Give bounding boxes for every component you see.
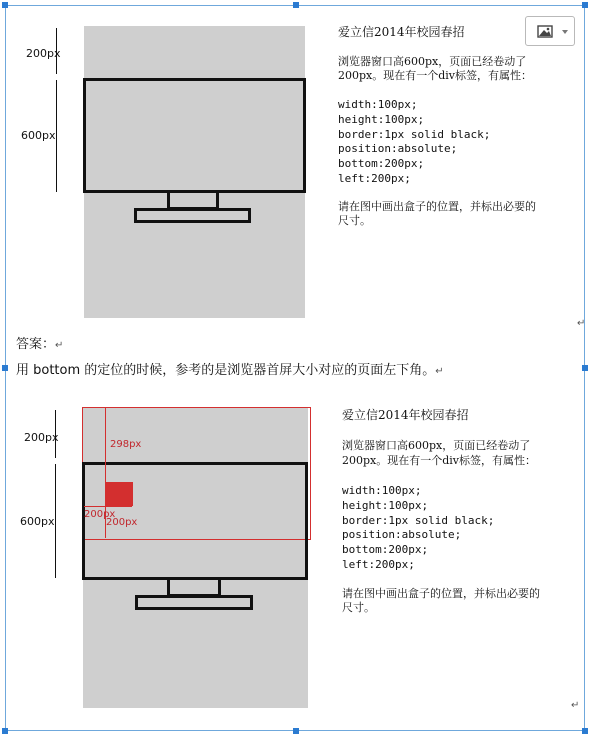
paragraph-mark: ↵ <box>577 318 586 329</box>
image-layout-button[interactable] <box>525 16 575 46</box>
answer-text: 用 bottom 的定位的时候，参考的是浏览器首屏大小对应的页面左下角。↵ <box>16 363 444 378</box>
mark-200px-bottom: 200px <box>106 517 138 528</box>
property-height: height:100px; <box>338 113 425 126</box>
resize-handle-top[interactable] <box>293 2 299 8</box>
positioned-box <box>106 482 133 506</box>
question-desc-2-1: 浏览器窗口高600px，页面已经卷动了 <box>342 439 531 452</box>
red-horizontal-guide <box>84 506 132 507</box>
resize-handle-bottom-left[interactable] <box>2 728 8 734</box>
caret-down-icon <box>562 30 568 34</box>
label-200px: 200px <box>26 47 61 60</box>
dimension-line-600-2 <box>55 464 56 578</box>
mark-298px: 298px <box>110 439 142 450</box>
task-line-2: 尺寸。 <box>338 214 371 227</box>
property-width: width:100px; <box>338 98 418 111</box>
property-left: left:200px; <box>338 172 411 185</box>
image-icon <box>526 17 576 47</box>
question-desc-2: 200px。现在有一个div标签，有属性： <box>338 69 533 82</box>
resize-handle-top-left[interactable] <box>2 2 8 8</box>
question-title-2: 爱立信2014年校园春招 <box>342 408 469 422</box>
property-left-2: left:200px; <box>342 558 415 571</box>
property-position: position:absolute; <box>338 142 458 155</box>
resize-handle-left[interactable] <box>2 365 8 371</box>
question-desc-1: 浏览器窗口高600px，页面已经卷动了 <box>338 55 527 68</box>
property-width-2: width:100px; <box>342 484 422 497</box>
label-600px: 600px <box>21 129 56 142</box>
property-border: border:1px solid black; <box>338 128 491 141</box>
task-line-1: 请在图中画出盒子的位置，并标出必要的 <box>338 200 536 213</box>
question-desc-2-2: 200px。现在有一个div标签，有属性： <box>342 454 537 467</box>
monitor-screen <box>83 78 306 193</box>
answer-heading: 答案：↵ <box>16 337 64 352</box>
property-bottom-2: bottom:200px; <box>342 543 429 556</box>
monitor-base-2 <box>135 595 253 610</box>
resize-handle-top-right[interactable] <box>582 2 588 8</box>
label-600px-2: 600px <box>20 515 55 528</box>
task-line-2-1: 请在图中画出盒子的位置，并标出必要的 <box>342 587 540 600</box>
paragraph-mark-2: ↵ <box>571 700 580 711</box>
question-title: 爱立信2014年校园春招 <box>338 25 465 39</box>
property-height-2: height:100px; <box>342 499 429 512</box>
property-border-2: border:1px solid black; <box>342 514 495 527</box>
property-position-2: position:absolute; <box>342 528 462 541</box>
resize-handle-bottom-right[interactable] <box>582 728 588 734</box>
resize-handle-right[interactable] <box>582 365 588 371</box>
resize-handle-bottom[interactable] <box>293 728 299 734</box>
monitor-base <box>134 208 251 223</box>
dimension-line-600 <box>56 80 57 192</box>
mark-200px-left: 200px <box>84 509 116 520</box>
property-bottom: bottom:200px; <box>338 157 425 170</box>
label-200px-2: 200px <box>24 431 59 444</box>
task-line-2-2: 尺寸。 <box>342 601 375 614</box>
